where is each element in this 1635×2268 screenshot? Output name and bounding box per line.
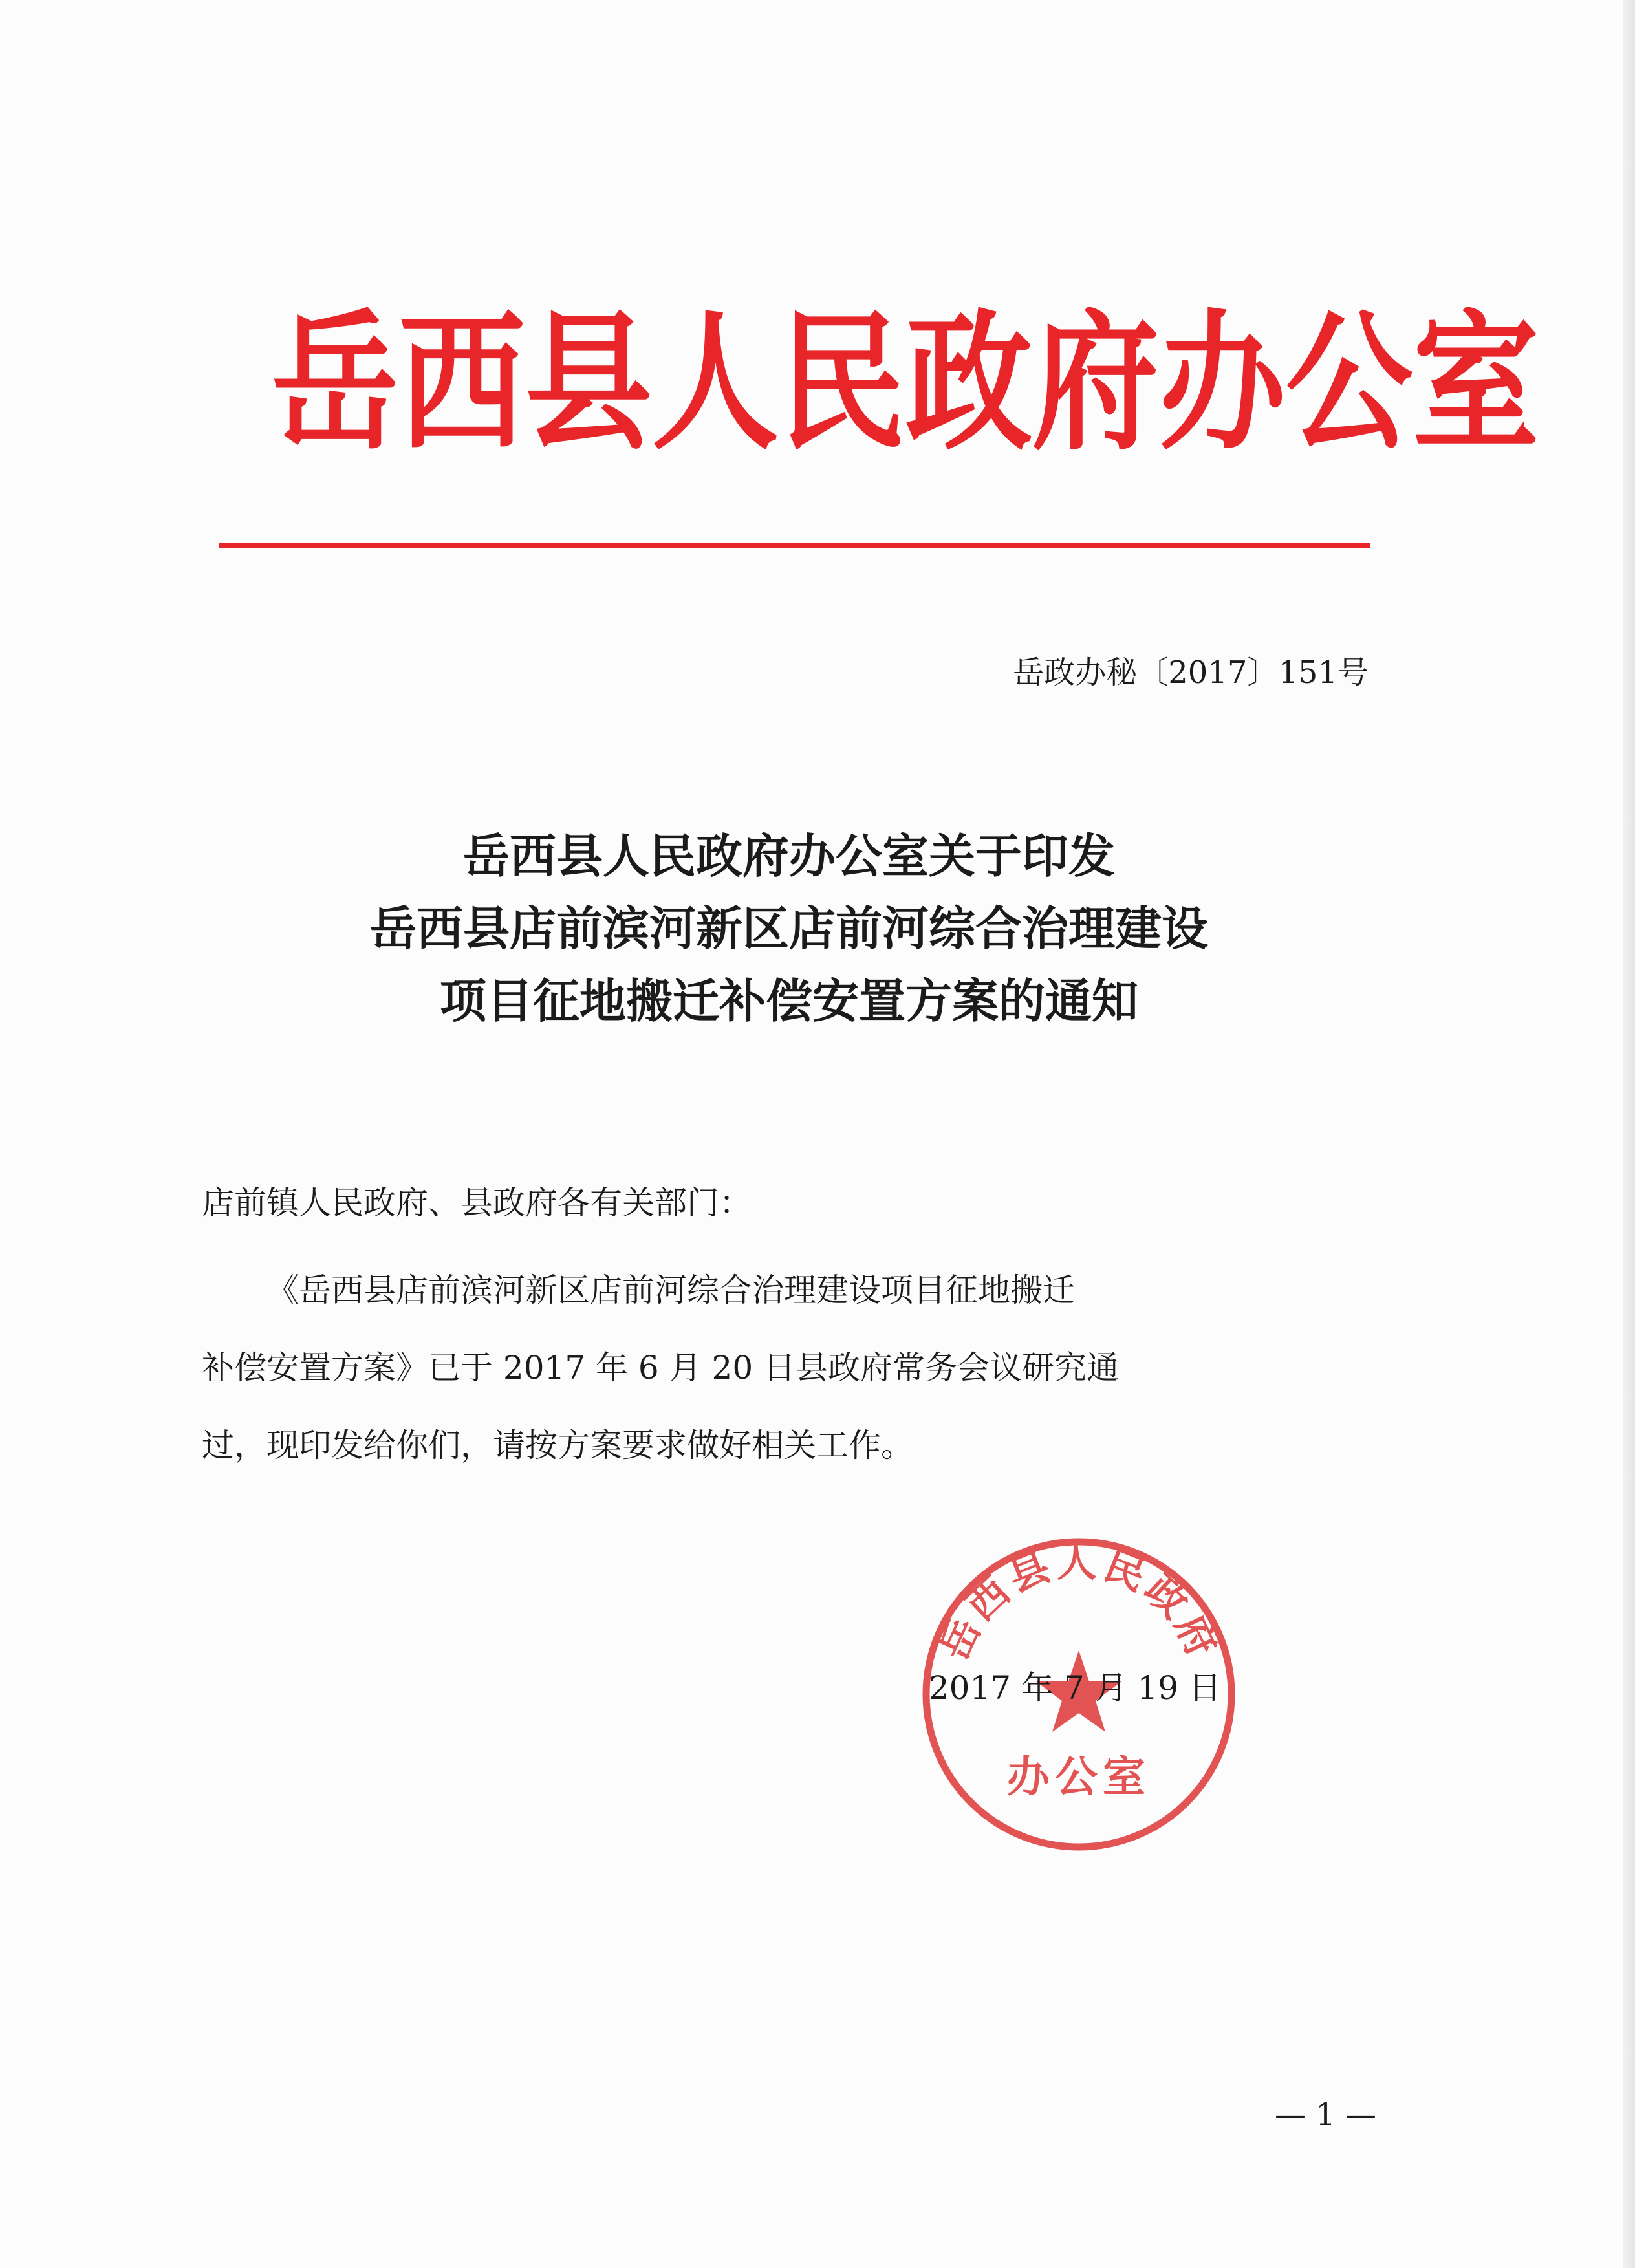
notice-title-line-1: 岳西县人民政府办公室关于印发	[462, 828, 1115, 883]
svg-text:岳西县人民政府: 岳西县人民政府	[929, 1538, 1228, 1668]
notice-title-line-3: 项目征地搬迁补偿安置方案的通知	[439, 973, 1138, 1028]
notice-title	[207, 820, 1371, 1037]
body-paragraph	[202, 1251, 1366, 1484]
sign-date: 2017 年 7 月 19 日	[928, 1669, 1221, 1707]
body-line-3: 过，现印发给你们，请按方案要求做好相关工作。	[202, 1427, 913, 1464]
svg-text:办公室: 办公室	[1007, 1752, 1151, 1802]
document-number: 岳政办秘〔2017〕151号	[1013, 654, 1369, 691]
issuer-header: 岳西县人民政府办公室	[272, 296, 1540, 471]
header-red-rule	[219, 543, 1370, 548]
body-line-2: 补偿安置方案》已于 2017 年 6 月 20 日县政府常务会议研究通	[202, 1349, 1120, 1387]
recipient-line: 店前镇人民政府、县政府各有关部门：	[202, 1184, 752, 1222]
notice-title-line-2: 岳西县店前滨河新区店前河综合治理建设	[369, 901, 1208, 956]
body-line-1: 《岳西县店前滨河新区店前河综合治理建设项目征地搬迁	[266, 1271, 1075, 1309]
page-number: — 1 —	[1274, 2097, 1376, 2133]
page-edge	[1623, 0, 1635, 2268]
